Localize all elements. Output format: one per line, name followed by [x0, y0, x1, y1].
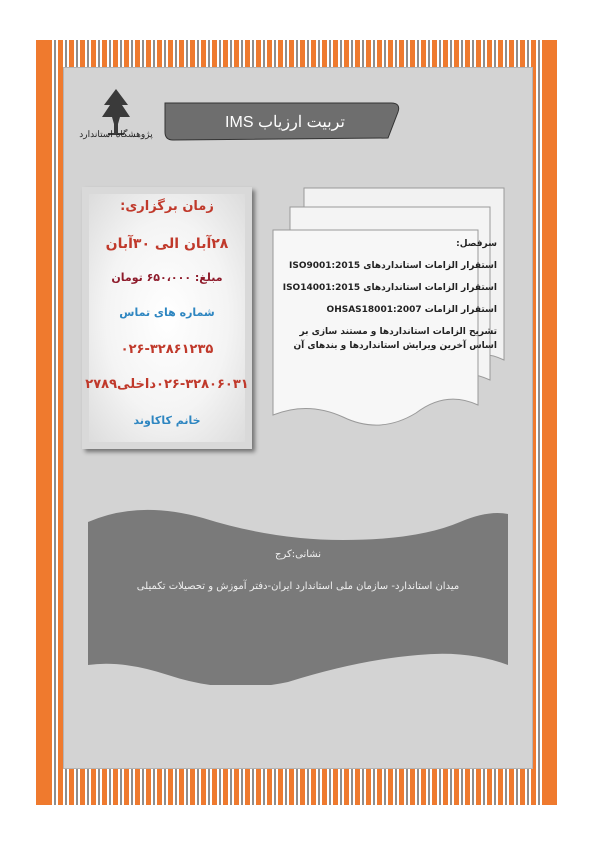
- curriculum-item: استقرار الزامات استانداردهای ISO9001:2015: [288, 261, 497, 271]
- contact-label: شماره های تماس: [119, 306, 215, 319]
- address-banner: [88, 500, 508, 685]
- curriculum-list: [270, 237, 497, 361]
- phone-extension: ۰۲۶-۳۲۸۰۶۰۳۱داخلی۲۷۸۹: [85, 377, 249, 392]
- address-label: نشانی:کرج: [275, 549, 321, 560]
- curriculum-item: استقرار الزامات استانداردهای ISO14001:2015: [282, 283, 497, 293]
- logo-caption: پژوهشگاه استاندارد: [79, 130, 153, 140]
- curriculum-item: تشریح الزامات استانداردها و مستند سازی بر اساس آخرین ویرایش استانداردها و بندهای آن: [293, 327, 497, 351]
- border-left-bar: [36, 40, 50, 805]
- border-right-bar: [543, 40, 557, 805]
- phone-number: ۰۲۶-۳۲۸۶۱۲۳۵: [120, 342, 214, 357]
- curriculum-item: استقرار الزامات OHSAS18001:2007: [326, 305, 497, 315]
- contact-name: خانم کاکاوند: [133, 414, 201, 427]
- schedule-heading: زمان برگزاری:: [120, 199, 214, 214]
- price: مبلغ: ۶۵۰،۰۰۰ تومان: [111, 271, 223, 284]
- schedule-dates: ۲۸آبان الی ۳۰آبان: [105, 236, 229, 252]
- address-text: میدان استاندارد- سازمان ملی استاندارد ایران-دفتر آموزش و تحصیلات تکمیلی: [136, 581, 460, 592]
- curriculum-heading: سرفصل:: [456, 239, 497, 249]
- course-title: تربیت ارزیاب IMS: [225, 114, 345, 131]
